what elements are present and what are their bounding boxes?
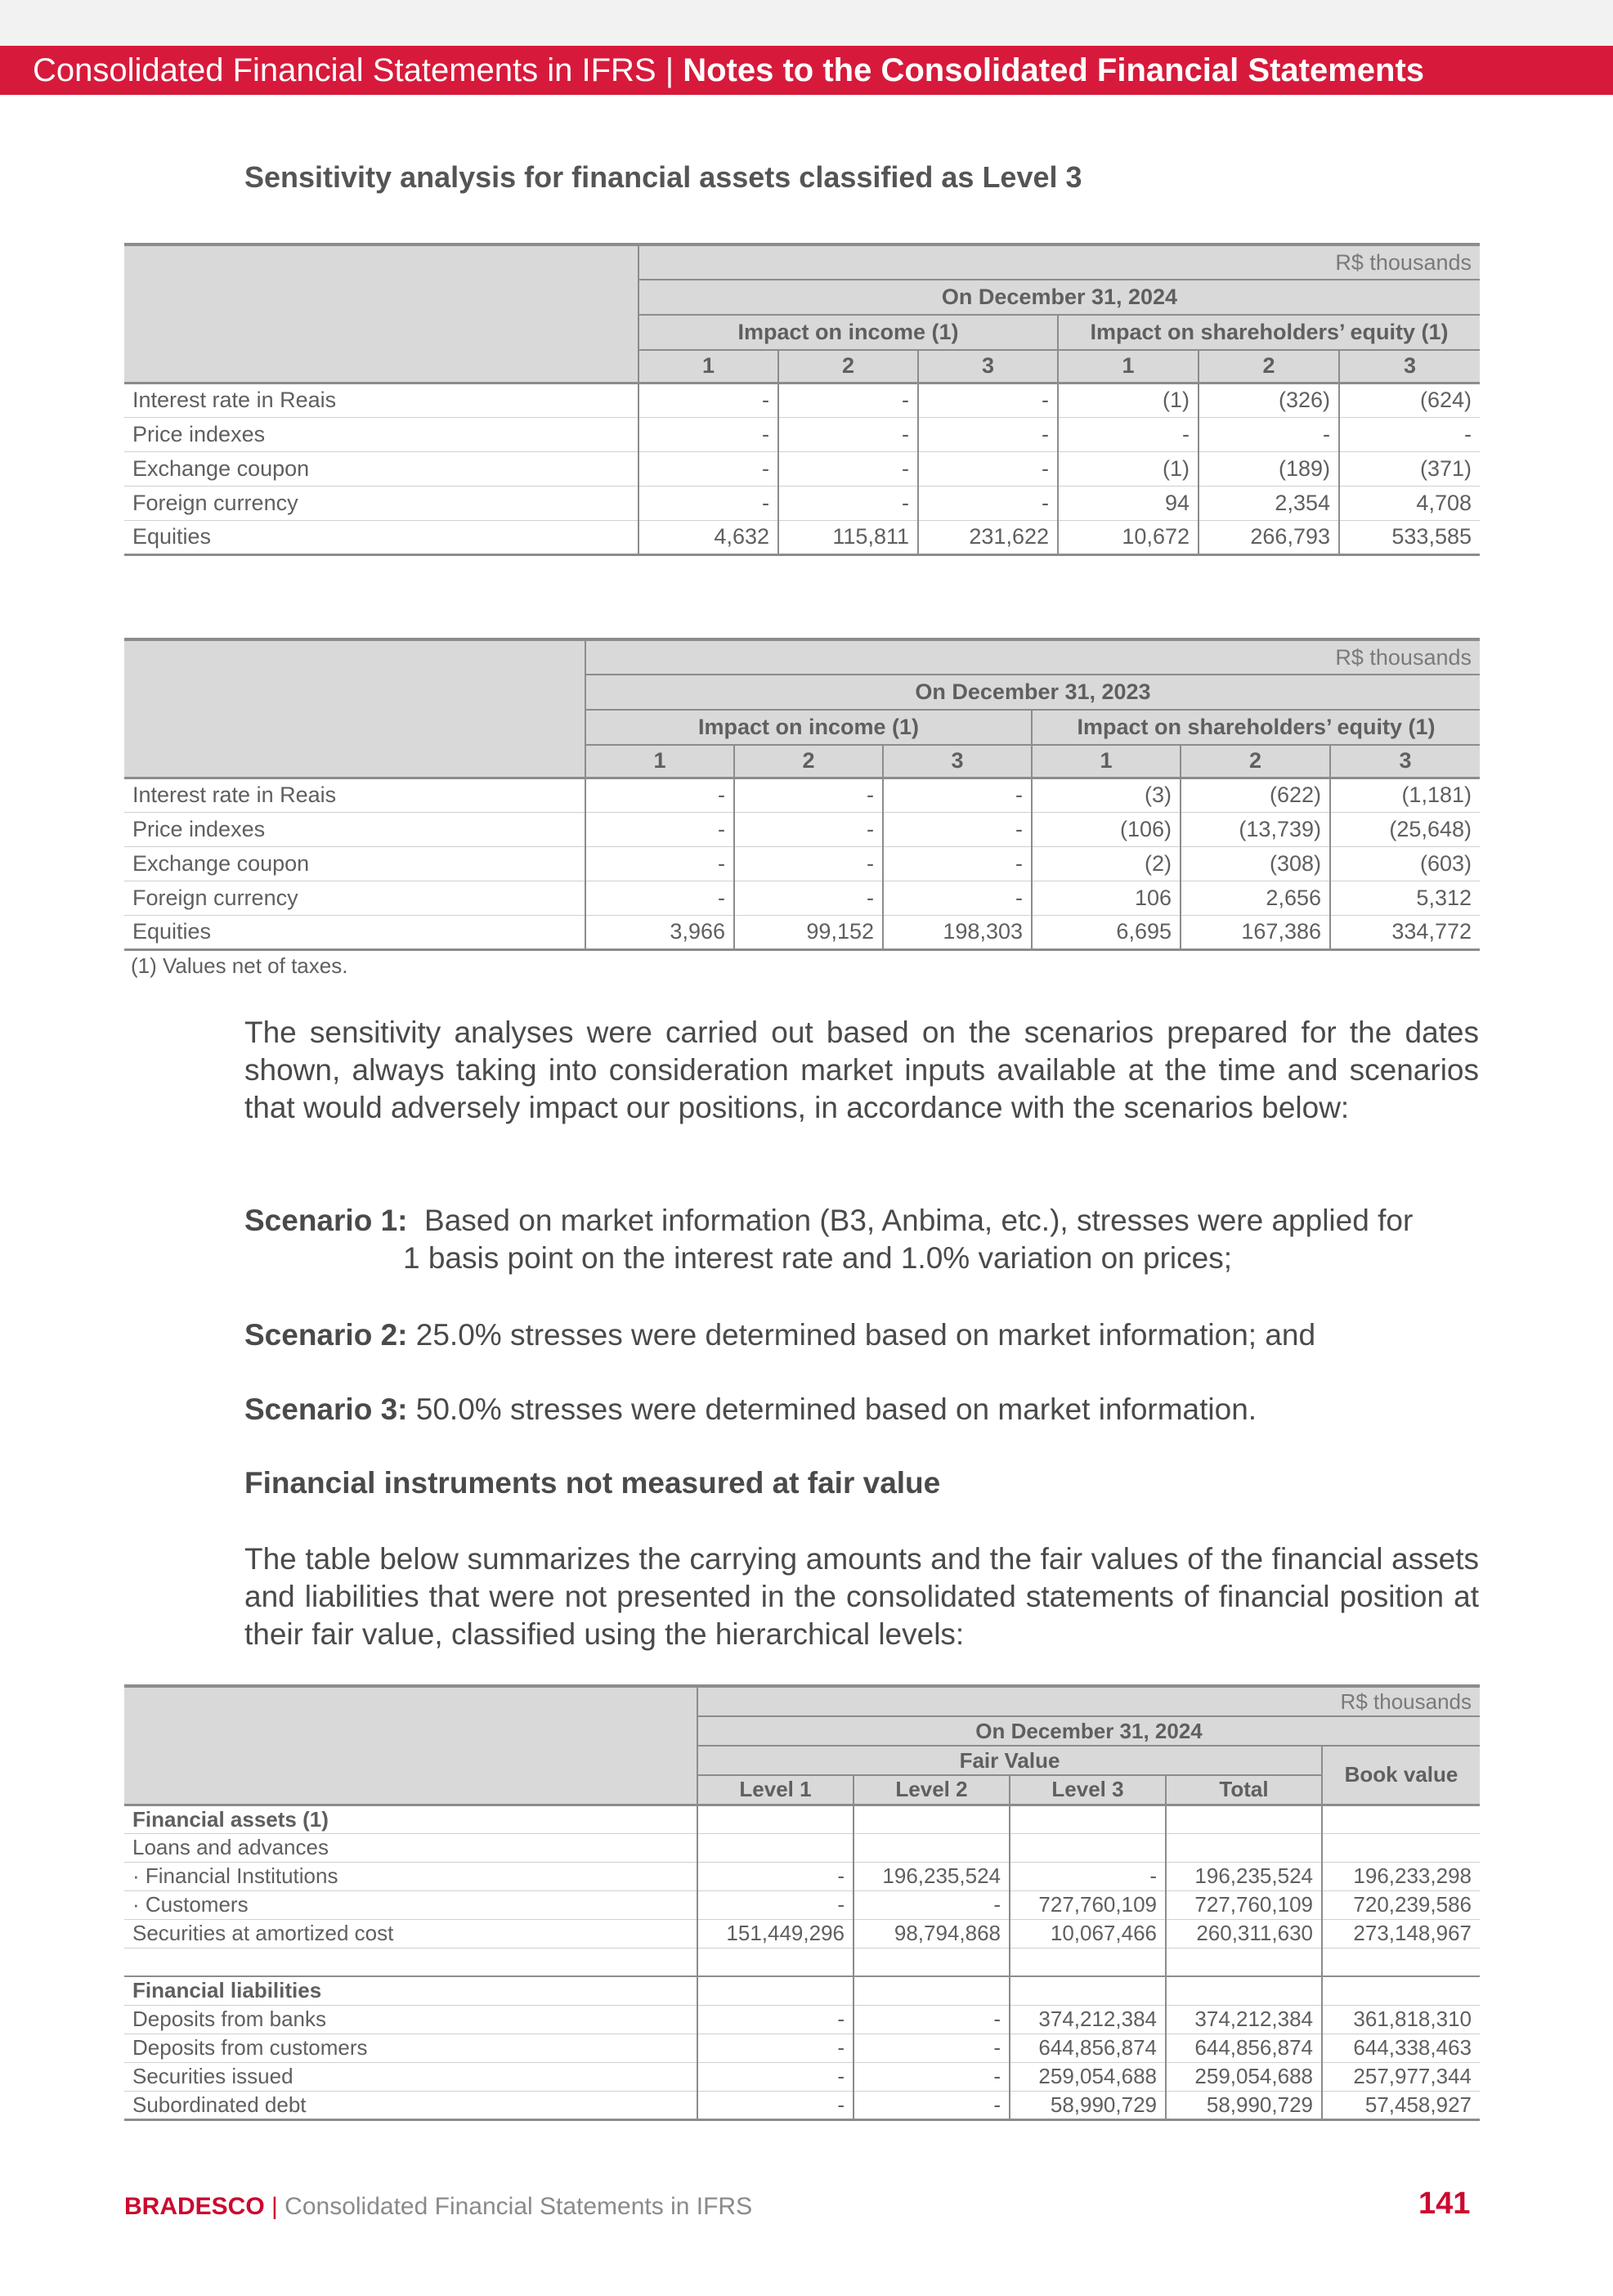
cell: (106) <box>1032 812 1181 846</box>
table-row <box>124 2005 1480 2034</box>
row-label: Loans and advances <box>124 1833 697 1862</box>
cell: 58,990,729 <box>1010 2091 1166 2119</box>
table-row <box>124 778 1480 812</box>
cell: - <box>697 2062 854 2091</box>
cell: 259,054,688 <box>1166 2062 1322 2091</box>
row-label: Exchange coupon <box>124 451 638 486</box>
table-row <box>124 1833 1480 1862</box>
cell: 106 <box>1032 881 1181 915</box>
cell: 533,585 <box>1339 520 1480 554</box>
cell: - <box>697 2091 854 2119</box>
fair-value-header: Fair Value <box>697 1746 1322 1775</box>
page-number: 141 <box>1418 2186 1471 2221</box>
col-header: Level 3 <box>1010 1775 1166 1805</box>
table-spacer-row <box>124 1948 1480 1976</box>
row-label: Price indexes <box>124 417 638 451</box>
cell: (326) <box>1199 383 1339 417</box>
cell: 57,458,927 <box>1322 2091 1480 2119</box>
scenario-2-label: Scenario 2: <box>244 1318 408 1352</box>
row-label: Interest rate in Reais <box>124 383 638 417</box>
row-label: · Customers <box>124 1890 697 1919</box>
cell: 5,312 <box>1330 881 1480 915</box>
page-footer <box>124 2193 752 2221</box>
cell: (2) <box>1032 846 1181 881</box>
col-header: 1 <box>1058 350 1199 383</box>
table-row <box>124 486 1480 520</box>
table-row <box>124 2034 1480 2062</box>
unit-label: R$ thousands <box>697 1686 1480 1716</box>
cell: 196,233,298 <box>1322 1862 1480 1890</box>
cell: - <box>585 881 734 915</box>
section-label: Financial liabilities <box>124 1976 697 2005</box>
cell: - <box>585 812 734 846</box>
cell: - <box>734 812 883 846</box>
cell: - <box>778 417 918 451</box>
col-header: 2 <box>778 350 918 383</box>
cell: - <box>918 486 1058 520</box>
cell: 4,708 <box>1339 486 1480 520</box>
cell: 644,856,874 <box>1010 2034 1166 2062</box>
row-label: Exchange coupon <box>124 846 585 881</box>
row-label: Deposits from customers <box>124 2034 697 2062</box>
unit-label: R$ thousands <box>585 639 1480 675</box>
cell: - <box>1339 417 1480 451</box>
col-header: 3 <box>1339 350 1480 383</box>
header-blank <box>124 244 638 383</box>
cell: 260,311,630 <box>1166 1919 1322 1948</box>
cell: - <box>638 486 778 520</box>
cell: - <box>1010 1862 1166 1890</box>
cell: (13,739) <box>1181 812 1330 846</box>
cell: - <box>854 2005 1010 2034</box>
cell: - <box>697 2005 854 2034</box>
cell: - <box>585 778 734 812</box>
table-row <box>124 417 1480 451</box>
row-label: Equities <box>132 524 212 549</box>
cell: - <box>638 417 778 451</box>
cell: 151,449,296 <box>697 1919 854 1948</box>
cell: - <box>734 881 883 915</box>
unit-label: R$ thousands <box>638 244 1480 280</box>
cell: - <box>734 778 883 812</box>
cell: - <box>1058 417 1199 451</box>
income-group-header: Impact on income (1) <box>585 710 1032 745</box>
col-header: 2 <box>734 745 883 778</box>
row-label: Deposits from banks <box>124 2005 697 2034</box>
cell: (624) <box>1339 383 1480 417</box>
equity-group-header: Impact on shareholders’ equity (1) <box>1058 315 1480 350</box>
table-row <box>124 1805 1480 1833</box>
row-label: Securities issued <box>124 2062 697 2091</box>
cell: 196,235,524 <box>854 1862 1010 1890</box>
cell: (622) <box>1181 778 1330 812</box>
table-row <box>124 1919 1480 1948</box>
fair-value-paragraph: The table below summarizes the carrying amounts and the fair values of the financial assets and liabilities that were not presented in the consolidated statements of financial position at their fair value, classified using the hierarchical levels: <box>244 1542 1479 1651</box>
row-label: Price indexes <box>124 812 585 846</box>
row-label: Interest rate in Reais <box>124 778 585 812</box>
cell: - <box>734 846 883 881</box>
cell: (1,181) <box>1330 778 1480 812</box>
cell: - <box>854 2034 1010 2062</box>
table-row <box>124 1862 1480 1890</box>
cell: - <box>854 2062 1010 2091</box>
page-header-banner <box>0 46 1613 95</box>
col-header: 1 <box>638 350 778 383</box>
table-row <box>124 451 1480 486</box>
row-label: Securities at amortized cost <box>124 1919 697 1948</box>
cell: 2,354 <box>1199 486 1339 520</box>
cell: 167,386 <box>1181 915 1330 949</box>
table-row <box>124 2062 1480 2091</box>
cell: 196,235,524 <box>1166 1862 1322 1890</box>
section-title: Sensitivity analysis for financial assets classified as Level 3 <box>244 160 1082 194</box>
scenario-2-text: 25.0% stresses were determined based on market information; and <box>415 1318 1316 1352</box>
cell: - <box>883 812 1032 846</box>
cell: 374,212,384 <box>1010 2005 1166 2034</box>
scenario-2 <box>244 1316 1487 1354</box>
cell: (189) <box>1199 451 1339 486</box>
table-row <box>124 915 1480 949</box>
cell: - <box>918 451 1058 486</box>
col-header: 1 <box>1032 745 1181 778</box>
cell: - <box>697 1890 854 1919</box>
table-row <box>124 2091 1480 2119</box>
date-header: On December 31, 2023 <box>585 675 1480 710</box>
heading-not-fair-value: Financial instruments not measured at fair value <box>244 1466 941 1500</box>
table-row <box>124 846 1480 881</box>
cell: 644,856,874 <box>1166 2034 1322 2062</box>
cell: 6,695 <box>1032 915 1181 949</box>
cell: 266,793 <box>1199 520 1339 554</box>
header-left-text: Consolidated Financial Statements in IFRS | <box>33 52 683 88</box>
cell: - <box>697 1862 854 1890</box>
cell: - <box>1199 417 1339 451</box>
scenario-1-text-cont: 1 basis point on the interest rate and 1.0% variation on prices; <box>403 1241 1232 1275</box>
table-row <box>124 1890 1480 1919</box>
footer-brand: BRADESCO <box>124 2193 265 2220</box>
cell: 259,054,688 <box>1010 2062 1166 2091</box>
table-row <box>124 1976 1480 2005</box>
cell: 58,990,729 <box>1166 2091 1322 2119</box>
top-band <box>0 0 1613 46</box>
cell: - <box>854 2091 1010 2119</box>
cell: 198,303 <box>883 915 1032 949</box>
cell: 4,632 <box>638 520 778 554</box>
footnote: (1) Values net of taxes. <box>131 953 348 978</box>
col-header: 2 <box>1199 350 1339 383</box>
footer-text: Consolidated Financial Statements in IFRS <box>285 2193 753 2220</box>
cell: (1) <box>1058 383 1199 417</box>
scenario-1 <box>244 1202 1487 1277</box>
col-header: 2 <box>1181 745 1330 778</box>
scenario-1-text: Based on market information (B3, Anbima, etc.), stresses were applied for <box>424 1204 1414 1237</box>
sensitivity-table-2023 <box>124 638 1480 951</box>
date-header: On December 31, 2024 <box>638 280 1480 315</box>
footer-separator: | <box>264 2193 285 2220</box>
cell: 3,966 <box>585 915 734 949</box>
col-header: Level 2 <box>854 1775 1010 1805</box>
equity-group-header: Impact on shareholders’ equity (1) <box>1032 710 1480 745</box>
cell: 115,811 <box>778 520 918 554</box>
row-label: Subordinated debt <box>132 2092 307 2117</box>
cell: 98,794,868 <box>854 1919 1010 1948</box>
cell: 99,152 <box>734 915 883 949</box>
scenario-1-label: Scenario 1: <box>244 1204 408 1237</box>
cell: 273,148,967 <box>1322 1919 1480 1948</box>
sensitivity-paragraph: The sensitivity analyses were carried out based on the scenarios prepared for the dates shown, always taking into consideration market inputs available at the time and scenarios that would adversely impact our positions, in accordance with the scenarios below: <box>244 1016 1479 1124</box>
scenario-3-label: Scenario 3: <box>244 1392 408 1426</box>
table-row <box>124 881 1480 915</box>
cell: 10,067,466 <box>1010 1919 1166 1948</box>
row-label: · Financial Institutions <box>124 1862 697 1890</box>
row-label: Foreign currency <box>124 486 638 520</box>
table-row <box>124 812 1480 846</box>
col-header: 3 <box>1330 745 1480 778</box>
table-row <box>124 520 1480 554</box>
cell: (1) <box>1058 451 1199 486</box>
cell: 10,672 <box>1058 520 1199 554</box>
cell: 334,772 <box>1330 915 1480 949</box>
cell: (371) <box>1339 451 1480 486</box>
cell: - <box>854 1890 1010 1919</box>
fair-value-table <box>124 1684 1480 2121</box>
cell: - <box>883 881 1032 915</box>
cell: 727,760,109 <box>1166 1890 1322 1919</box>
cell: - <box>778 383 918 417</box>
cell: (308) <box>1181 846 1330 881</box>
cell: - <box>778 486 918 520</box>
cell: 644,338,463 <box>1322 2034 1480 2062</box>
cell: 231,622 <box>918 520 1058 554</box>
cell: - <box>883 846 1032 881</box>
cell: - <box>883 778 1032 812</box>
sensitivity-table-2024 <box>124 243 1480 556</box>
cell: - <box>697 2034 854 2062</box>
cell: - <box>638 451 778 486</box>
col-header: Level 1 <box>697 1775 854 1805</box>
col-header: 1 <box>585 745 734 778</box>
cell: - <box>918 383 1058 417</box>
cell: 720,239,586 <box>1322 1890 1480 1919</box>
book-value-header: Book value <box>1322 1746 1480 1805</box>
header-blank <box>124 639 585 778</box>
cell: 2,656 <box>1181 881 1330 915</box>
scenario-3 <box>244 1391 1487 1428</box>
cell: - <box>778 451 918 486</box>
table-row <box>124 383 1480 417</box>
income-group-header: Impact on income (1) <box>638 315 1058 350</box>
header-right-text: Notes to the Consolidated Financial Statements <box>683 52 1425 88</box>
col-header: 3 <box>918 350 1058 383</box>
scenario-3-text: 50.0% stresses were determined based on market information. <box>415 1392 1257 1426</box>
cell: (603) <box>1330 846 1480 881</box>
cell: 361,818,310 <box>1322 2005 1480 2034</box>
cell: 374,212,384 <box>1166 2005 1322 2034</box>
cell: 727,760,109 <box>1010 1890 1166 1919</box>
date-header: On December 31, 2024 <box>697 1716 1480 1746</box>
cell: - <box>918 417 1058 451</box>
cell: (25,648) <box>1330 812 1480 846</box>
section-label: Financial assets (1) <box>124 1805 697 1833</box>
row-label: Equities <box>132 919 212 944</box>
cell: (3) <box>1032 778 1181 812</box>
row-label: Foreign currency <box>124 881 585 915</box>
cell: 257,977,344 <box>1322 2062 1480 2091</box>
cell: 94 <box>1058 486 1199 520</box>
cell: - <box>585 846 734 881</box>
col-header: 3 <box>883 745 1032 778</box>
col-header: Total <box>1166 1775 1322 1805</box>
cell: - <box>638 383 778 417</box>
header-blank <box>124 1686 697 1805</box>
